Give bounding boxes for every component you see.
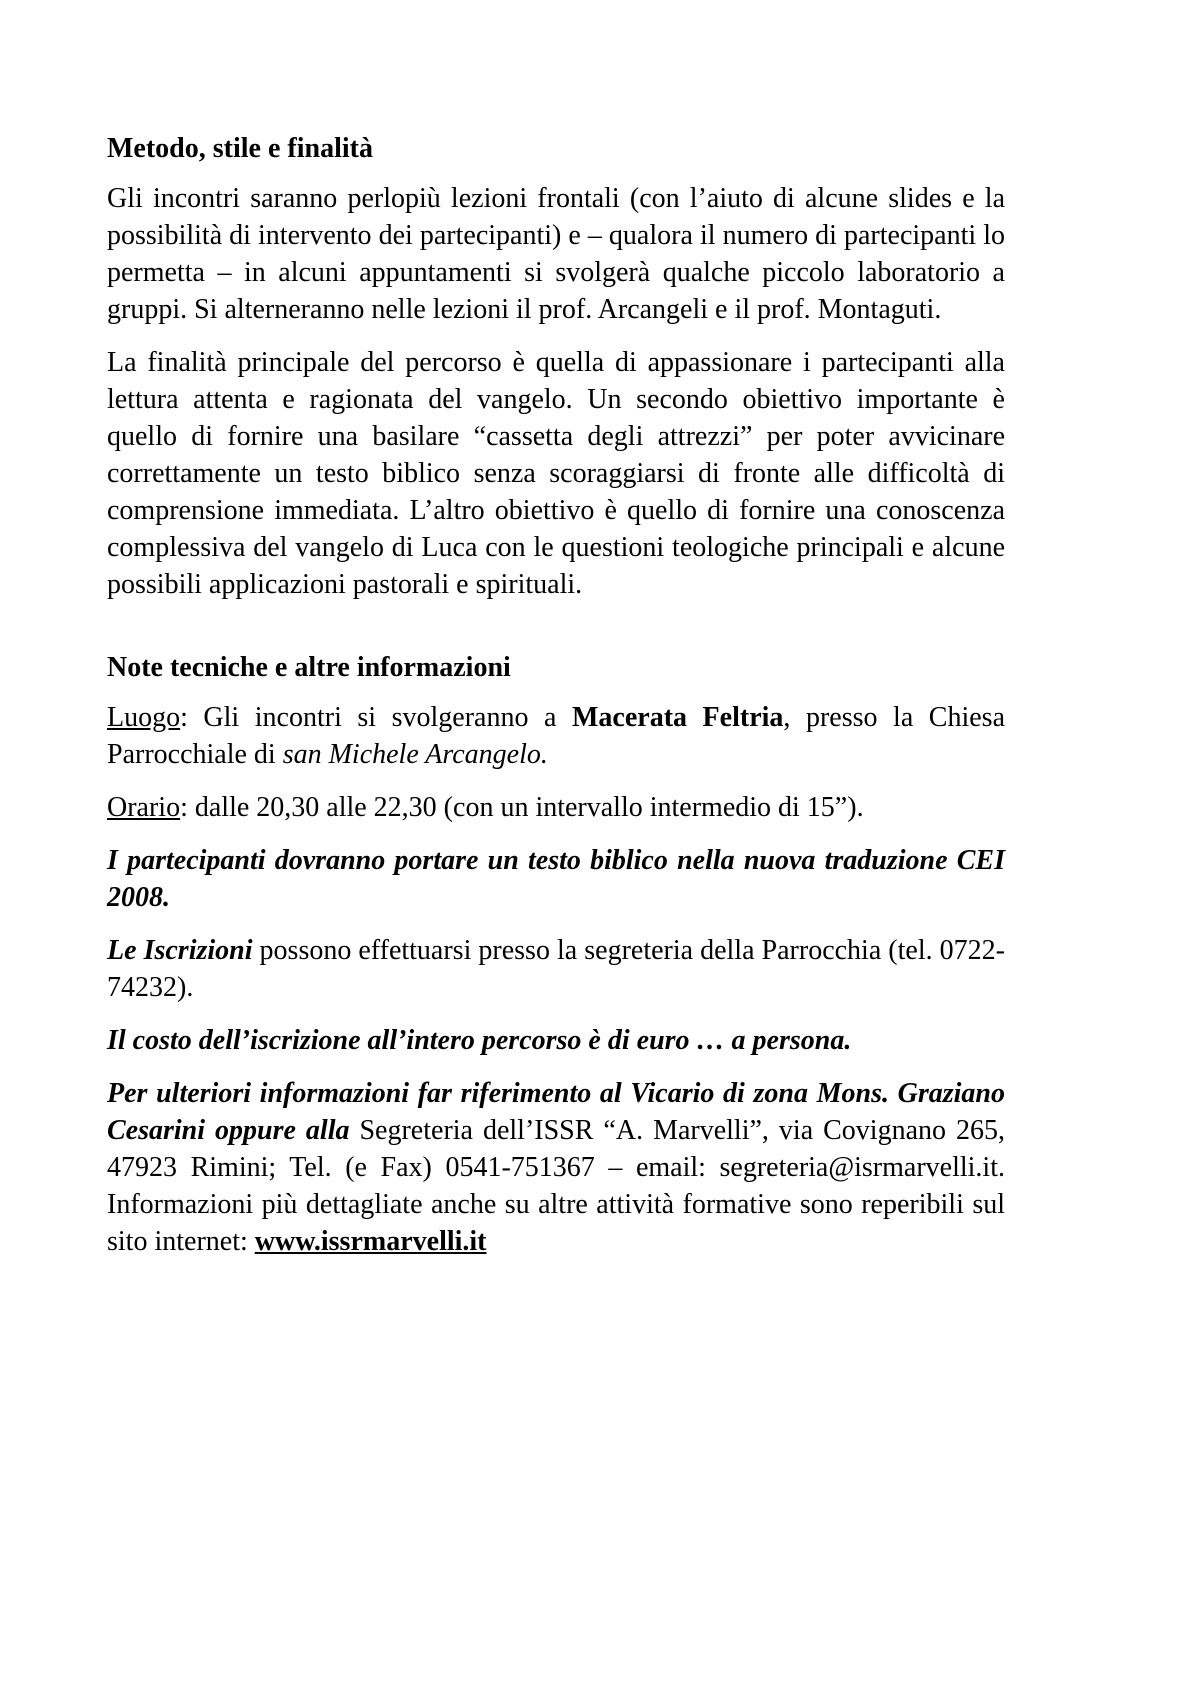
iscrizioni-label: Le Iscrizioni: [107, 935, 253, 966]
orario-label: Orario: [107, 792, 181, 823]
paragraph-incontri: Gli incontri saranno perlopiù lezioni frontali (con l’aiuto di alcune slides e la possibilità di intervento dei partecipanti) e – qualora il numero di partecipanti lo permetta – in alcuni appuntamenti si svolgerà qualche piccolo laboratorio a gruppi. Si alterneranno nelle lezioni il prof. Arcangeli e il prof. Montaguti.: [107, 183, 1005, 325]
heading-metodo-stile-finalita: Metodo, stile e finalità: [107, 133, 373, 164]
orario-text: : dalle 20,30 alle 22,30 (con un intervallo intermedio di 15”).: [180, 792, 864, 823]
luogo-church: san Michele Arcangelo.: [282, 739, 548, 770]
info-body-after-email: . Informazioni più dettagliate anche su altre attività formative sono reperibili sul sito internet:: [107, 1152, 1005, 1257]
website-link[interactable]: www.issrmarvelli.it: [254, 1226, 487, 1257]
document-content: [107, 130, 1005, 1276]
luogo-text-before: : Gli incontri si svolgeranno a: [180, 702, 572, 733]
paragraph-testo-biblico: I partecipanti dovranno portare un testo biblico nella nuova traduzione CEI 2008.: [107, 845, 1005, 913]
paragraph-finalita: La finalità principale del percorso è quella di appassionare i partecipanti alla lettura attenta e ragionata del vangelo. Un secondo obiettivo importante è quello di fornire una basilare “cassetta degli attrezzi” per poter avvicinare correttamente un testo biblico senza scoraggiarsi di fronte alle difficoltà di comprensione immediata. L’altro obiettivo è quello di fornire una conoscenza complessiva del vangelo di Luca con le questioni teologiche principali e alcune possibili applicazioni pastorali e spirituali.: [107, 347, 1005, 600]
paragraph-orario: [107, 789, 1005, 826]
luogo-place: Macerata Feltria: [571, 702, 784, 733]
heading-note-tecniche: Note tecniche e altre informazioni: [107, 652, 511, 683]
paragraph-info: [107, 1075, 1005, 1260]
info-body-before-email: Segreteria dell’ISSR “A. Marvelli”, via Covignano 265, 47923 Rimini; Tel. (e Fax) 0541-751367 – email:: [107, 1115, 1005, 1183]
iscrizioni-text: possono effettuarsi presso la segreteria della Parrocchia (tel. 0722-74232).: [107, 935, 1005, 1003]
luogo-text-middle: , presso la Chiesa Parrocchiale di: [107, 702, 1005, 770]
paragraph-luogo: [107, 699, 1005, 773]
info-bold-intro: Per ulteriori informazioni far riferimento al Vicario di zona Mons. Graziano Cesarini oppure alla: [107, 1078, 1005, 1146]
paragraph-costo: Il costo dell’iscrizione all’intero percorso è di euro … a persona.: [107, 1025, 852, 1056]
paragraph-iscrizioni: [107, 932, 1005, 1006]
luogo-label: Luogo: [107, 702, 181, 733]
email-address: segreteria@isrmarvelli.it: [719, 1152, 998, 1183]
